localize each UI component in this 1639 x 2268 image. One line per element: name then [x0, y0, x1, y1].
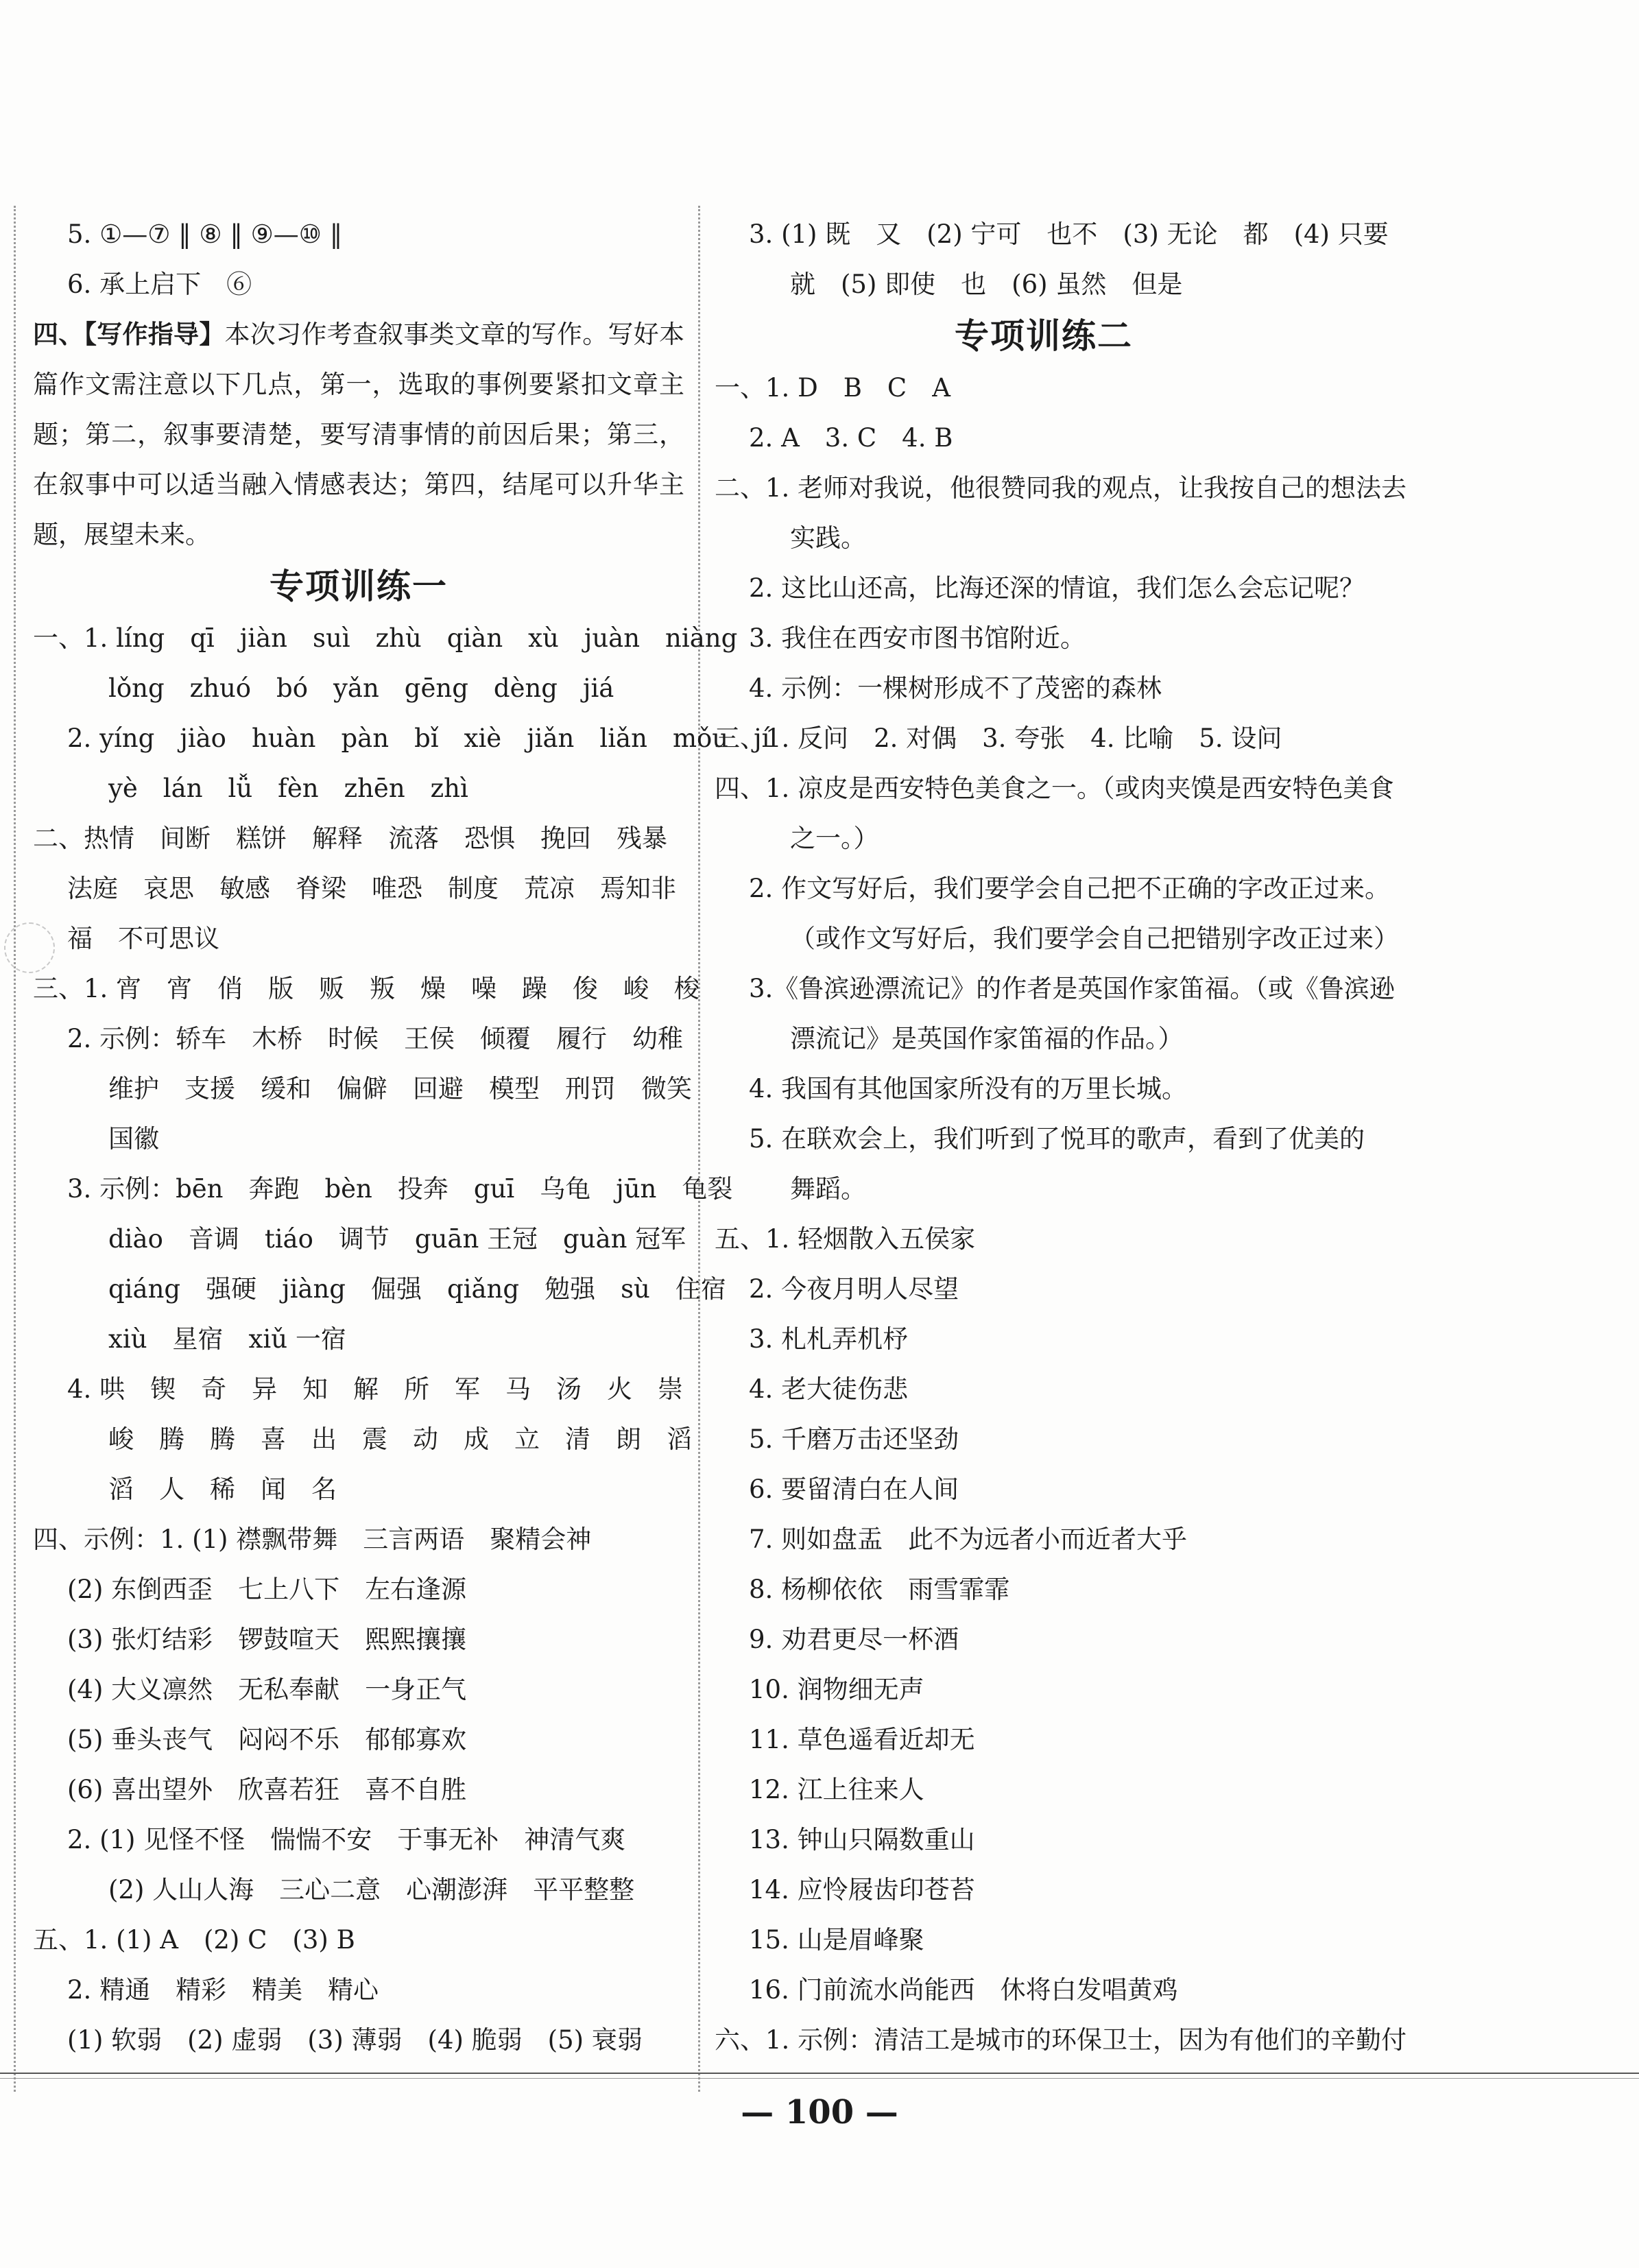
answer-line: 维护 支援 缓和 偏僻 回避 模型 刑罚 微笑	[108, 1074, 692, 1103]
answer-line: (4) 大义凛然 无私奉献 一身正气	[67, 1675, 467, 1704]
answer-line: 12. 江上往来人	[749, 1775, 924, 1804]
answer-line: 三、1. 宵 宵 俏 版 贩 叛 燥 噪 躁 俊 峻 梭	[33, 974, 700, 1003]
answer-line: yè lán lǚ fèn zhēn zhì	[108, 774, 468, 803]
writing-guide	[33, 309, 684, 560]
answer-line: 五、1. 轻烟散入五侯家	[715, 1224, 976, 1254]
answer-line: (5) 垂头丧气 闷闷不乐 郁郁寡欢	[67, 1725, 467, 1754]
answer-line: 法庭 哀思 敏感 脊梁 唯恐 制度 荒凉 焉知非	[67, 874, 676, 903]
answer-line: 六、1. 示例：清洁工是城市的环保卫士，因为有他们的辛勤付	[715, 2025, 1407, 2055]
left-column	[33, 209, 770, 2065]
column-divider	[698, 206, 700, 2092]
answer-line: (6) 喜出望外 欣喜若狂 喜不自胜	[67, 1775, 467, 1804]
answer-line: 10. 润物细无声	[749, 1675, 924, 1704]
answer-line: 5. 千磨万击还坚劲	[749, 1424, 959, 1454]
answer-line: 之一。）	[790, 824, 879, 853]
answer-line: 15. 山是眉峰聚	[749, 1925, 924, 1955]
answer-line: 二、1. 老师对我说，他很赞同我的观点，让我按自己的想法去	[715, 473, 1407, 503]
answer-line: 三、1. 反问 2. 对偶 3. 夸张 4. 比喻 5. 设问	[715, 724, 1282, 753]
answer-line: 3. 我住在西安市图书馆附近。	[749, 623, 1086, 653]
answer-line: lǒng zhuó bó yǎn gēng dèng jiá	[108, 673, 614, 703]
answer-line: 2. 作文写好后，我们要学会自己把不正确的字改正过来。	[749, 874, 1391, 903]
answer-line: 4. 示例：一棵树形成不了茂密的森林	[749, 673, 1162, 703]
answer-line: (2) 人山人海 三心二意 心潮澎湃 平平整整	[108, 1875, 635, 1905]
answer-line: 实践。	[790, 523, 866, 553]
answer-line: 4. 我国有其他国家所没有的万里长城。	[749, 1074, 1188, 1103]
answer-line: 16. 门前流水尚能西 休将白发唱黄鸡	[749, 1975, 1178, 2005]
right-answer-list	[715, 363, 1407, 2065]
answer-line: 2. 示例：轿车 木桥 时候 王侯 倾覆 履行 幼稚	[67, 1024, 684, 1053]
answer-line: 3. (1) 既 又 (2) 宁可 也不 (3) 无论 都 (4) 只要	[749, 219, 1389, 249]
answer-line: 舞蹈。	[790, 1174, 866, 1204]
answer-line: 2. 这比山还高，比海还深的情谊，我们怎么会忘记呢？	[749, 573, 1365, 603]
footer-rule-thin	[0, 2078, 1639, 2079]
right-column	[715, 209, 1407, 2065]
answer-line: 6. 要留清白在人间	[749, 1475, 959, 1504]
answer-line: 14. 应怜屐齿印苍苔	[749, 1875, 975, 1905]
answer-line: (3) 张灯结彩 锣鼓喧天 熙熙攘攘	[67, 1625, 467, 1654]
answer-line: 一、1. D B C A	[715, 373, 950, 403]
answer-line: 2. 精通 精彩 精美 精心	[67, 1975, 379, 2005]
answer-line: 6. 承上启下 ⑥	[67, 270, 252, 299]
answer-line: 9. 劝君更尽一杯酒	[749, 1625, 959, 1654]
answer-line: 5. 在联欢会上，我们听到了悦耳的歌声，看到了优美的	[749, 1124, 1365, 1154]
right-top-answers	[715, 209, 1389, 309]
answer-line: (1) 软弱 (2) 虚弱 (3) 薄弱 (4) 脆弱 (5) 衰弱	[67, 2025, 643, 2055]
answer-line: 漂流记》是英国作家笛福的作品。）	[790, 1024, 1184, 1053]
answer-line: 2. A 3. C 4. B	[749, 423, 953, 453]
answer-line: 五、1. (1) A (2) C (3) B	[33, 1925, 355, 1955]
writing-guide-head: 四、【写作指导】	[33, 319, 225, 349]
writing-guide-text: 本次习作考查叙事类文章的写作。写好本篇作文需注意以下几点，第一，选取的事例要紧扣文章主题；第二，叙事要清楚，要写清事情的前因后果；第三，在叙事中可以适当融入情感表达；第四，结尾可以升华主题，展望未来。	[33, 320, 685, 549]
answer-line: 4. 老大徒伤悲	[749, 1374, 909, 1404]
answer-line: 4. 哄 锲 奇 异 知 解 所 军 马 汤 火 崇	[67, 1374, 684, 1404]
answer-line: (2) 东倒西歪 七上八下 左右逢源	[67, 1575, 467, 1604]
answer-line: 2. (1) 见怪不怪 惴惴不安 于事无补 神清气爽	[67, 1825, 626, 1854]
answer-line: 5. ①—⑦ ‖ ⑧ ‖ ⑨—⑩ ‖	[67, 219, 343, 249]
answer-line: 11. 草色遥看近却无	[749, 1725, 975, 1754]
answer-line: （或作文写好后，我们要学会自己把错别字改正过来）	[790, 924, 1399, 953]
answer-line: 13. 钟山只隔数重山	[749, 1825, 975, 1854]
answer-line: 就 (5) 即使 也 (6) 虽然 但是	[790, 270, 1183, 299]
left-answer-list	[33, 613, 770, 2065]
answer-line: 一、1. líng qī jiàn suì zhù qiàn xù juàn niàng	[33, 623, 738, 653]
section-title-1: 专项训练一	[270, 566, 448, 606]
answer-line: 四、1. 凉皮是西安特色美食之一。（或肉夹馍是西安特色美食	[715, 774, 1394, 803]
answer-line: xiù 星宿 xiǔ 一宿	[108, 1324, 346, 1354]
page-number: — 100 —	[741, 2093, 898, 2132]
answer-line: 峻 腾 腾 喜 出 震 动 成 立 清 朗 滔	[108, 1424, 692, 1454]
answer-line: diào 音调 tiáo 调节 guān 王冠 guàn 冠军	[108, 1224, 686, 1254]
left-margin-rule	[14, 206, 16, 2092]
answer-line: 7. 则如盘盂 此不为远者小而近者大乎	[749, 1525, 1188, 1554]
answer-line: 3. 示例：bēn 奔跑 bèn 投奔 guī 乌龟 jūn 龟裂	[67, 1174, 733, 1204]
answer-line: 滔 人 稀 闻 名	[108, 1475, 337, 1504]
answer-line: 2. yíng jiào huàn pàn bǐ xiè jiǎn liǎn mǒu jí	[67, 724, 770, 753]
answer-line: 2. 今夜月明人尽望	[749, 1274, 959, 1304]
answer-line: 8. 杨柳依依 雨雪霏霏	[749, 1575, 1010, 1604]
answer-line: 3. 札札弄机杼	[749, 1324, 909, 1354]
answer-line: 3.《鲁滨逊漂流记》的作者是英国作家笛福。（或《鲁滨逊	[749, 974, 1395, 1003]
answer-line: 二、热情 间断 糕饼 解释 流落 恐惧 挽回 残暴	[33, 824, 667, 853]
answer-line: 福 不可思议	[67, 924, 219, 953]
answer-line: 国徽	[108, 1124, 159, 1154]
answer-line: 四、示例：1. (1) 襟飘带舞 三言两语 聚精会神	[33, 1525, 592, 1554]
answer-line: qiáng 强硬 jiàng 倔强 qiǎng 勉强 sù 住宿	[108, 1274, 726, 1304]
footer-rule	[0, 2073, 1639, 2074]
section-title-2: 专项训练二	[955, 315, 1133, 356]
